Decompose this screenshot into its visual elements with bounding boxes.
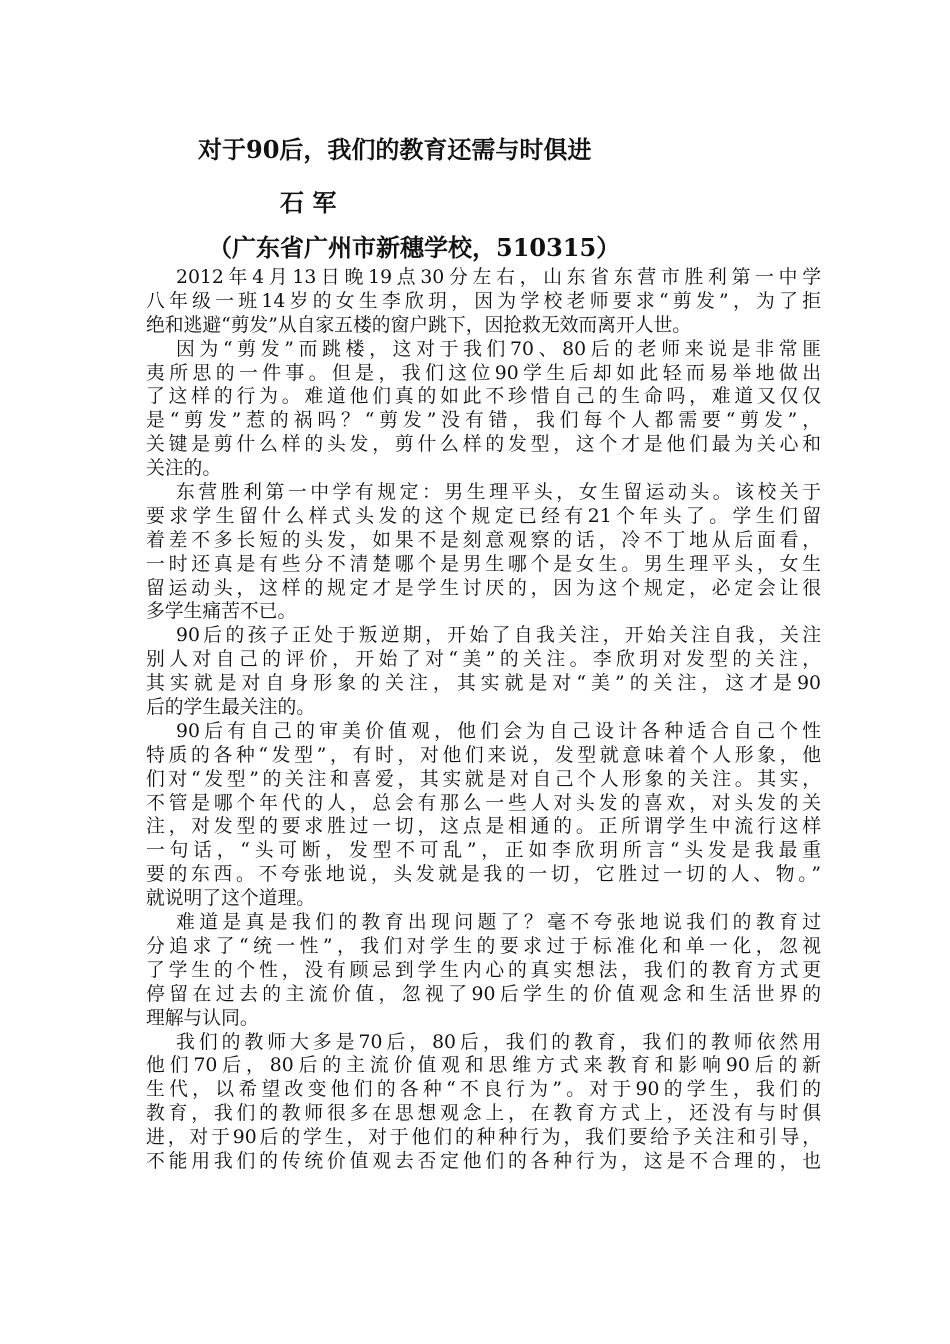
body-line: 们对“发型”的关注和喜爱，其实就是对自己个人形象的关注。其实， <box>146 768 821 790</box>
body-line: 教育，我们的教师很多在思想观念上，在教育方式上，还没有与时俱 <box>146 1103 821 1125</box>
body-line: 其实就是对自身形象的关注，其实就是对“美”的关注，这才是90 <box>146 673 821 695</box>
body-line: 就说明了这个道理。 <box>146 888 316 910</box>
author-affiliation: （广东省广州市新穗学校，510315） <box>208 233 621 262</box>
body-line: 特质的各种“发型”，有时，对他们来说，发型就意味着个人形象，他 <box>146 744 821 766</box>
body-line: 2012年4月13日晚19点30分左右，山东省东营市胜利第一中学 <box>176 267 821 288</box>
body-line: 绝和逃避“剪发”从自家五楼的窗户跳下，因抢救无效而离开人世。 <box>146 314 692 336</box>
body-line: 东营胜利第一中学有规定：男生理平头，女生留运动头。该校关于 <box>176 482 821 504</box>
body-line: 因为“剪发”而跳楼，这对于我们70、80后的老师来说是非常匪 <box>176 338 821 360</box>
body-line: 分追求了“统一性”，我们对学生的要求过于标准化和单一化，忽视 <box>146 935 821 957</box>
body-line: 理解与认同。 <box>146 1007 259 1029</box>
body-line: 不能用我们的传统价值观去否定他们的各种行为，这是不合理的，也 <box>146 1150 821 1172</box>
body-line: 不管是哪个年代的人，总会有那么一些人对头发的喜欢，对头发的关 <box>146 792 821 814</box>
body-line: 一时还真是有些分不清楚哪个是男生哪个是女生。男生理平头，女生 <box>146 553 821 575</box>
body-line: 关注的。 <box>146 458 222 480</box>
body-line: 留运动头，这样的规定才是学生讨厌的，因为这个规定，必定会让很 <box>146 577 821 599</box>
body-line: 是“剪发”惹的祸吗？“剪发”没有错，我们每个人都需要“剪发”， <box>146 410 821 432</box>
body-line: 着差不多长短的头发，如果不是刻意观察的话，冷不丁地从后面看， <box>146 529 821 551</box>
article-title: 对于90后，我们的教育还需与时俱进 <box>198 135 592 164</box>
body-line: 90后的孩子正处于叛逆期，开始了自我关注，开始关注自我，关注 <box>176 625 821 647</box>
body-line: 八年级一班14岁的女生李欣玥，因为学校老师要求“剪发”，为了拒 <box>146 290 821 312</box>
body-line: 一句话，“头可断，发型不可乱”，正如李欣玥所言“头发是我最重 <box>146 840 821 862</box>
body-line: 90后有自己的审美价值观，他们会为自己设计各种适合自己个性 <box>176 720 821 742</box>
body-line: 停留在过去的主流价值，忽视了90后学生的价值观念和生活世界的 <box>146 983 821 1005</box>
body-line: 要求学生留什么样式头发的这个规定已经有21个年头了。学生们留 <box>146 505 821 527</box>
body-line: 难道是真是我们的教育出现问题了？毫不夸张地说我们的教育过 <box>176 912 821 934</box>
body-line: 后的学生最关注的。 <box>146 697 316 719</box>
body-line: 他们70后，80后的主流价值观和思维方式来教育和影响90后的新 <box>146 1055 821 1077</box>
body-line: 关键是剪什么样的头发，剪什么样的发型，这个才是他们最为关心和 <box>146 434 821 456</box>
body-line: 要的东西。不夸张地说，头发就是我的一切，它胜过一切的人、物。” <box>146 864 821 886</box>
body-line: 了这样的行为。难道他们真的如此不珍惜自己的生命吗，难道又仅仅 <box>146 386 821 408</box>
body-line: 了学生的个性，没有顾忌到学生内心的真实想法，我们的教育方式更 <box>146 959 821 981</box>
body-line: 进，对于90后的学生，对于他们的种种行为，我们要给予关注和引导， <box>146 1127 821 1149</box>
body-line: 多学生痛苦不已。 <box>146 601 297 623</box>
body-line: 生代，以希望改变他们的各种“不良行为”。对于90的学生，我们的 <box>146 1079 821 1101</box>
article-body <box>146 266 821 1174</box>
body-line: 别人对自己的评价，开始了对“美”的关注。李欣玥对发型的关注， <box>146 649 821 671</box>
body-line: 夷所思的一件事。但是，我们这位90学生后却如此轻而易举地做出 <box>146 362 821 384</box>
body-line: 我们的教师大多是70后，80后，我们的教育，我们的教师依然用 <box>176 1031 821 1053</box>
body-line: 注，对发型的要求胜过一切，这点是相通的。正所谓学生中流行这样 <box>146 816 821 838</box>
author-name: 石 军 <box>280 188 337 217</box>
